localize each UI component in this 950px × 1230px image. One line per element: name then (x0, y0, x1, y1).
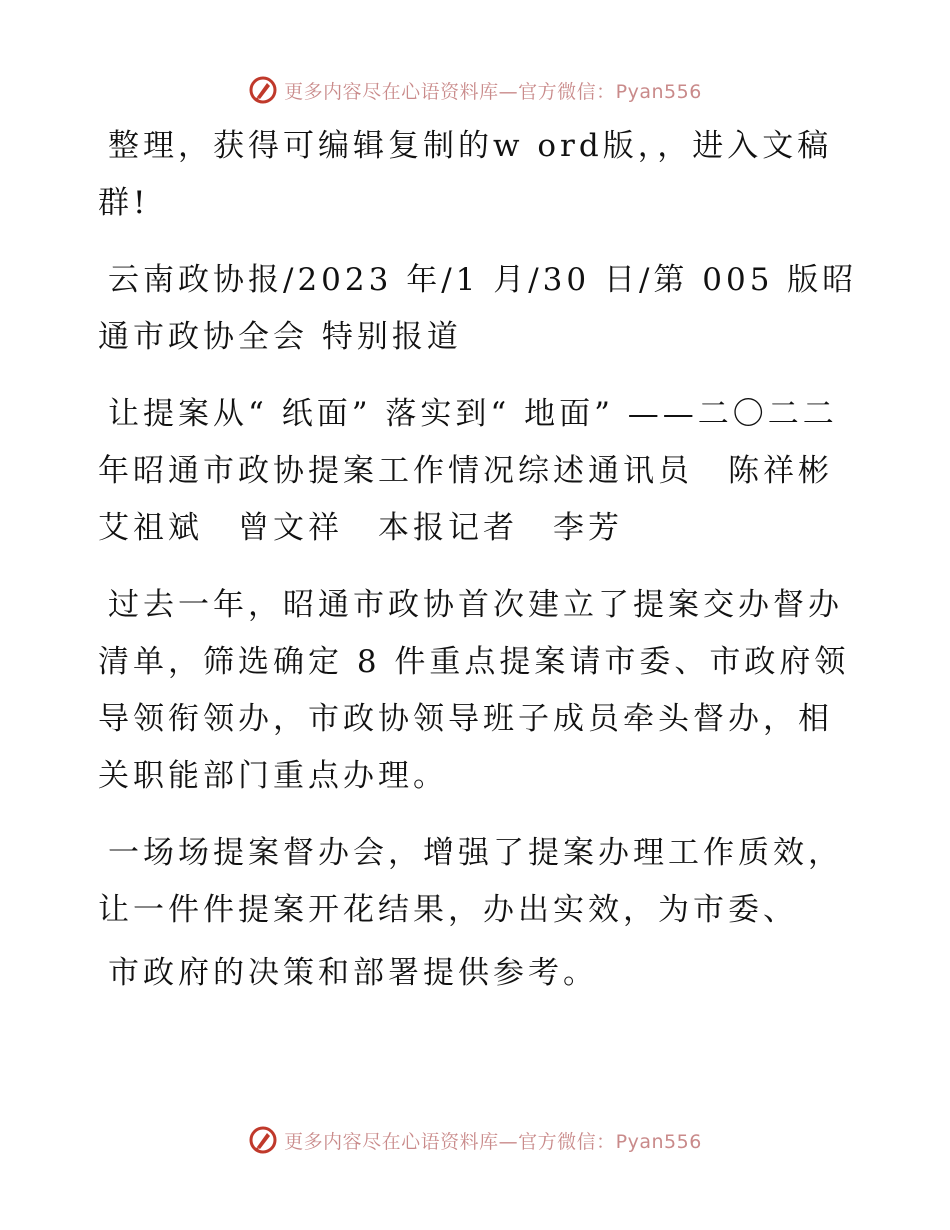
paragraph-body-2: 一场场提案督办会，增强了提案办理工作质效，让一件件提案开花结果，办出实效，为市委、 (98, 835, 843, 928)
header-banner (0, 70, 950, 110)
footer-banner (0, 1120, 950, 1160)
pen-logo-icon (248, 1125, 278, 1155)
paragraph-intro: 整理，获得可编辑复制的w ord版，，进入文稿群! (98, 128, 833, 221)
pen-logo-icon (248, 75, 278, 105)
header-banner-text: 更多内容尽在心语资料库—官方微信：Pyan556 (284, 80, 702, 103)
paragraph-source: 云南政协报/2023 年/1 月/30 日/第 005 版昭通市政协全会 特别报道 (98, 262, 858, 355)
document-body (98, 118, 868, 1022)
footer-banner-text: 更多内容尽在心语资料库—官方微信：Pyan556 (284, 1130, 702, 1153)
paragraph-body-1: 过去一年，昭通市政协首次建立了提案交办督办清单，筛选确定 8 件重点提案请市委、市政府领导领衔领办，市政协领导班子成员牵头督办，相关职能部门重点办理。 (98, 587, 850, 794)
paragraph-headline: 让提案从“ 纸面” 落实到“ 地面” ——二〇二二年昭通市政协提案工作情况综述通讯员 陈祥彬 艾祖斌 曾文祥 本报记者 李芳 (98, 396, 868, 546)
paragraph-body-3: 市政府的决策和部署提供参考。 (108, 955, 598, 991)
